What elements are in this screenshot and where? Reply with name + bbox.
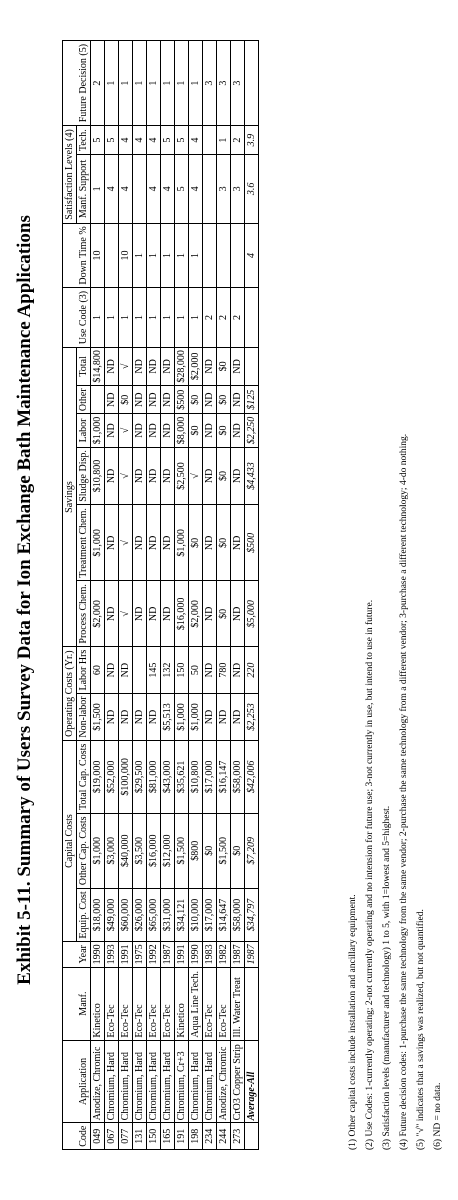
- table-cell: Kinetico: [91, 967, 105, 1040]
- table-cell: $3,000: [105, 813, 119, 888]
- table-cell: $0: [217, 347, 231, 385]
- table-cell: $1,000: [189, 693, 203, 740]
- table-cell: ND: [231, 386, 245, 414]
- table-cell: 150: [147, 1123, 161, 1150]
- table-cell: ND: [133, 386, 147, 414]
- table-cell: ND: [105, 693, 119, 740]
- table-cell: 3: [203, 41, 217, 126]
- table-cell: $0: [189, 386, 203, 414]
- table-cell: ND: [231, 505, 245, 581]
- table-cell: 1991: [175, 942, 189, 968]
- table-cell: 2: [217, 288, 231, 348]
- table-cell: 1: [217, 126, 231, 155]
- table-cell: $16,000: [147, 813, 161, 888]
- table-cell: ND: [147, 414, 161, 447]
- table-row: [105, 41, 119, 1150]
- table-cell: $0: [189, 505, 203, 581]
- table-cell: ND: [203, 505, 217, 581]
- page-title: Exhibit 5-11. Summary of Users Survey Data for Ion Exchange Bath Maintenance Applications: [14, 215, 35, 985]
- table-cell: ND: [203, 386, 217, 414]
- table-cell: 10: [91, 223, 105, 288]
- table-cell: 1: [147, 223, 161, 288]
- table-cell: $0: [231, 813, 245, 888]
- table-cell: ND: [161, 505, 175, 581]
- table-cell: 3: [231, 155, 245, 223]
- table-cell: ND: [161, 447, 175, 505]
- table-cell: 077: [119, 1123, 133, 1150]
- table-cell: $800: [189, 813, 203, 888]
- table-cell: $500: [175, 386, 189, 414]
- header-tech: Tech.: [77, 126, 91, 155]
- table-cell: ND: [105, 386, 119, 414]
- table-cell: $0: [217, 386, 231, 414]
- table-cell: 1: [175, 288, 189, 348]
- table-cell: ND: [147, 505, 161, 581]
- footnote: (3) Satisfaction levels (manufacturer and technology) 1 to 5, with 1=lowest and 5=highest.: [382, 805, 392, 1150]
- table-cell: 780: [217, 647, 231, 694]
- table-cell: $0: [217, 581, 231, 647]
- group-savings: Savings: [63, 347, 77, 646]
- table-row: [175, 41, 189, 1150]
- average-cell: $7,209: [245, 813, 259, 888]
- table-cell: 1: [147, 288, 161, 348]
- header-treatment-chem: Treatment Chem.: [77, 505, 91, 581]
- table-cell: CrO3 Copper Strip: [231, 1040, 245, 1123]
- table-cell: ND: [161, 581, 175, 647]
- average-cell: 3.6: [245, 155, 259, 223]
- table-row: [133, 41, 147, 1150]
- table-cell: Eco-Tec: [161, 967, 175, 1040]
- table-cell: $58,000: [231, 888, 245, 941]
- table-cell: Anodize, Chromic: [217, 1040, 231, 1123]
- table-cell: $1,000: [91, 414, 105, 447]
- table-cell: ND: [105, 505, 119, 581]
- table-cell: 50: [189, 647, 203, 694]
- table-cell: 1: [161, 223, 175, 288]
- header-total: Total: [77, 347, 91, 385]
- table-cell: 1: [119, 288, 133, 348]
- table-cell: [91, 386, 105, 414]
- table-body: [91, 41, 259, 1150]
- table-cell: ND: [147, 447, 161, 505]
- header-other-cap: Other Cap. Costs: [77, 813, 91, 888]
- table-cell: Eco-Tec: [105, 967, 119, 1040]
- table-cell: 150: [175, 647, 189, 694]
- table-row: [119, 41, 133, 1150]
- table-cell: ND: [231, 414, 245, 447]
- table-cell: ND: [147, 347, 161, 385]
- table-cell: 1990: [189, 942, 203, 968]
- table-cell: ND: [203, 347, 217, 385]
- footnote: (6) ND = no data.: [433, 1082, 443, 1150]
- table-cell: 1990: [91, 942, 105, 968]
- table-cell: $43,000: [161, 741, 175, 814]
- survey-table: [62, 40, 259, 1150]
- table-cell: 1: [189, 223, 203, 288]
- average-row: [245, 41, 259, 1150]
- table-row: [217, 41, 231, 1150]
- header-equip-cost: Equip. Cost: [77, 888, 91, 941]
- table-cell: 1: [175, 41, 189, 126]
- average-cell: $125: [245, 386, 259, 414]
- table-cell: √: [119, 447, 133, 505]
- average-cell: $2,253: [245, 693, 259, 740]
- table-cell: 3: [231, 41, 245, 126]
- table-cell: 1: [91, 288, 105, 348]
- header-manf-support: Manf. Support: [77, 155, 91, 223]
- table-cell: 1: [91, 155, 105, 223]
- table-cell: √: [119, 347, 133, 385]
- table-cell: 1: [133, 223, 147, 288]
- table-cell: 1: [189, 41, 203, 126]
- table-cell: 1993: [105, 942, 119, 968]
- table-cell: $14,800: [91, 347, 105, 385]
- average-cell: 3.9: [245, 126, 259, 155]
- table-cell: [203, 223, 217, 288]
- table-cell: $19,000: [91, 741, 105, 814]
- header-labor: Labor: [77, 414, 91, 447]
- table-cell: $0: [217, 414, 231, 447]
- table-cell: 165: [161, 1123, 175, 1150]
- table-cell: √: [119, 414, 133, 447]
- header-other: Other: [77, 386, 91, 414]
- table-cell: 191: [175, 1123, 189, 1150]
- header-manf: Manf.: [63, 967, 91, 1040]
- average-cell: $4,433: [245, 447, 259, 505]
- table-cell: ND: [203, 647, 217, 694]
- table-cell: $34,121: [175, 888, 189, 941]
- average-cell: [245, 347, 259, 385]
- table-cell: 1: [105, 41, 119, 126]
- header-future-decision: Future Decision (5): [63, 41, 91, 126]
- table-cell: 1: [147, 41, 161, 126]
- table-cell: ND: [119, 647, 133, 694]
- table-cell: 4: [105, 155, 119, 223]
- table-row: [91, 41, 105, 1150]
- table-cell: ND: [217, 693, 231, 740]
- table-cell: $18,000: [91, 888, 105, 941]
- table-cell: 1: [105, 288, 119, 348]
- table-cell: Chromium, Hard: [189, 1040, 203, 1123]
- table-cell: $1,000: [175, 505, 189, 581]
- table-cell: 5: [105, 126, 119, 155]
- table-cell: 5: [161, 126, 175, 155]
- table-cell: $81,000: [147, 741, 161, 814]
- table-cell: 4: [161, 155, 175, 223]
- table-cell: ND: [231, 447, 245, 505]
- table-cell: ND: [203, 693, 217, 740]
- table-cell: 198: [189, 1123, 203, 1150]
- table-cell: 2: [231, 288, 245, 348]
- table-cell: ND: [161, 414, 175, 447]
- group-satisfaction: Satisfaction Levels (4): [63, 126, 77, 223]
- table-cell: $10,800: [91, 447, 105, 505]
- table-cell: 2: [91, 41, 105, 126]
- table-cell: 1987: [161, 942, 175, 968]
- table-cell: $0: [217, 505, 231, 581]
- table-row: [231, 41, 245, 1150]
- table-cell: $14,647: [217, 888, 231, 941]
- table-cell: 5: [175, 126, 189, 155]
- table-cell: 4: [189, 126, 203, 155]
- table-cell: 145: [147, 647, 161, 694]
- table-cell: Eco-Tec: [147, 967, 161, 1040]
- table-cell: 1: [133, 41, 147, 126]
- table-cell: $40,000: [119, 813, 133, 888]
- table-cell: 2: [231, 126, 245, 155]
- table-row: [147, 41, 161, 1150]
- table-cell: 10: [119, 223, 133, 288]
- table-cell: ND: [203, 447, 217, 505]
- table-cell: $1,500: [175, 813, 189, 888]
- table-cell: 1: [189, 288, 203, 348]
- table-cell: $52,000: [105, 741, 119, 814]
- table-cell: 1: [161, 288, 175, 348]
- table-cell: 1987: [231, 942, 245, 968]
- table-cell: $2,000: [189, 347, 203, 385]
- table-cell: 049: [91, 1123, 105, 1150]
- table-cell: Chromium, Hard: [119, 1040, 133, 1123]
- table-cell: 131: [133, 1123, 147, 1150]
- header-year: Year: [63, 942, 91, 968]
- table-cell: ND: [161, 386, 175, 414]
- table-cell: √: [119, 505, 133, 581]
- table-cell: Eco-Tec: [119, 967, 133, 1040]
- table-cell: $1,500: [217, 813, 231, 888]
- table-cell: ND: [147, 581, 161, 647]
- table-cell: 1982: [217, 942, 231, 968]
- table-cell: $2,000: [189, 581, 203, 647]
- table-cell: ND: [105, 447, 119, 505]
- table-cell: ND: [133, 581, 147, 647]
- table-cell: $0: [119, 386, 133, 414]
- table-cell: $0: [189, 414, 203, 447]
- table-cell: 3: [217, 155, 231, 223]
- table-cell: $0: [217, 447, 231, 505]
- table-cell: √: [189, 447, 203, 505]
- group-operating-costs: Operating Costs (Yr.): [63, 647, 77, 741]
- table-cell: [203, 126, 217, 155]
- table-cell: [133, 155, 147, 223]
- table-cell: 4: [147, 155, 161, 223]
- table-cell: ND: [147, 386, 161, 414]
- average-cell: [245, 967, 259, 1040]
- table-cell: 132: [161, 647, 175, 694]
- table-cell: ND: [105, 414, 119, 447]
- header-code: Code: [63, 1123, 91, 1150]
- footnote: (5) "√" indicates that a savings was realized, but not quantified.: [416, 909, 426, 1150]
- table-cell: 4: [119, 155, 133, 223]
- table-cell: $35,621: [175, 741, 189, 814]
- table-cell: Eco-Tec: [217, 967, 231, 1040]
- table-row: [189, 41, 203, 1150]
- table-cell: 1: [133, 288, 147, 348]
- table-cell: 5: [175, 155, 189, 223]
- table-cell: ND: [133, 347, 147, 385]
- table-cell: ND: [133, 505, 147, 581]
- table-cell: 60: [91, 647, 105, 694]
- table-cell: Chromium, Cr+3: [175, 1040, 189, 1123]
- average-cell: $2,250: [245, 414, 259, 447]
- table-cell: Chromium, Hard: [161, 1040, 175, 1123]
- header-process-chem: Process Chem.: [77, 581, 91, 647]
- header-use-code: Use Code (3): [63, 288, 91, 348]
- table-cell: 4: [189, 155, 203, 223]
- table-cell: Chromium, Hard: [105, 1040, 119, 1123]
- footnote: (1) Other capital costs include installation and ancillary equipment.: [348, 894, 358, 1150]
- table-cell: $10,000: [189, 888, 203, 941]
- table-row: [161, 41, 175, 1150]
- table-cell: $49,000: [105, 888, 119, 941]
- table-cell: 4: [147, 126, 161, 155]
- average-cell: 220: [245, 647, 259, 694]
- table-row: [203, 41, 217, 1150]
- table-cell: $16,147: [217, 741, 231, 814]
- table-cell: 234: [203, 1123, 217, 1150]
- header-nonlabor: Non-labor: [77, 693, 91, 740]
- header-labor-hrs: Labor Hrs: [77, 647, 91, 694]
- footnote: (4) Future decision codes: 1-purchase the same technology from the same vendor; 2-purchase the same technology from a different vendor; 3-purchase a different technology; 4-do nothing.: [399, 433, 409, 1150]
- table-cell: [217, 223, 231, 288]
- average-cell: $5,000: [245, 581, 259, 647]
- table-cell: 1: [161, 41, 175, 126]
- average-cell: 4: [245, 223, 259, 288]
- table-cell: $8,000: [175, 414, 189, 447]
- table-cell: [133, 647, 147, 694]
- average-cell: [245, 1123, 259, 1150]
- header-application: Application: [63, 1040, 91, 1123]
- table-cell: $2,000: [91, 581, 105, 647]
- table-cell: [203, 155, 217, 223]
- table-cell: $1,000: [91, 813, 105, 888]
- average-cell: $34,797: [245, 888, 259, 941]
- footnote: (2) Use Codes: 1-currently operating; 2-not currently operating and no intension for future use; 3-not currently in use, but intend to use in future.: [365, 599, 375, 1150]
- table-cell: 1975: [133, 942, 147, 968]
- table-cell: $1,000: [175, 693, 189, 740]
- table-cell: Chromium, Hard: [147, 1040, 161, 1123]
- footnotes: [345, 434, 447, 1150]
- table-cell: 1983: [203, 942, 217, 968]
- table-cell: ND: [133, 693, 147, 740]
- table-cell: ND: [161, 347, 175, 385]
- table-cell: $1,000: [91, 505, 105, 581]
- table-cell: $31,000: [161, 888, 175, 941]
- table-cell: 5: [91, 126, 105, 155]
- table-cell: Eco-Tec: [203, 967, 217, 1040]
- table-cell: 1: [175, 223, 189, 288]
- table-cell: $28,000: [175, 347, 189, 385]
- table-cell: 4: [119, 126, 133, 155]
- table-cell: $65,000: [147, 888, 161, 941]
- table-cell: $100,000: [119, 741, 133, 814]
- table-cell: $29,500: [133, 741, 147, 814]
- table-cell: ND: [203, 414, 217, 447]
- table-cell: ND: [133, 447, 147, 505]
- table-cell: √: [119, 581, 133, 647]
- average-cell: [245, 41, 259, 126]
- table-cell: ND: [231, 647, 245, 694]
- table-cell: 2: [203, 288, 217, 348]
- table-cell: $0: [203, 813, 217, 888]
- table-cell: Anodize, Chromic: [91, 1040, 105, 1123]
- table-cell: 1991: [119, 942, 133, 968]
- table-cell: 067: [105, 1123, 119, 1150]
- table-cell: 1992: [147, 942, 161, 968]
- table-cell: ND: [231, 693, 245, 740]
- table-cell: $1,500: [91, 693, 105, 740]
- table-cell: Aqua Line Tech.: [189, 967, 203, 1040]
- table-cell: $3,500: [133, 813, 147, 888]
- header-sludge-disp: Sludge Disp.: [77, 447, 91, 505]
- table-cell: $12,000: [161, 813, 175, 888]
- table-cell: Eco-Tec: [133, 967, 147, 1040]
- average-cell: $42,006: [245, 741, 259, 814]
- table-cell: Ill. Water Treat: [231, 967, 245, 1040]
- table-cell: ND: [147, 693, 161, 740]
- table-cell: ND: [203, 581, 217, 647]
- table-cell: $16,000: [175, 581, 189, 647]
- table-cell: Chromium, Hard: [203, 1040, 217, 1123]
- table-cell: Chromium, Hard: [133, 1040, 147, 1123]
- table-cell: $17,000: [203, 888, 217, 941]
- table-cell: $10,800: [189, 741, 203, 814]
- table-cell: Kinetico: [175, 967, 189, 1040]
- average-cell: $500: [245, 505, 259, 581]
- table-cell: ND: [231, 581, 245, 647]
- table-cell: $17,000: [203, 741, 217, 814]
- table-cell: $60,000: [119, 888, 133, 941]
- table-cell: [105, 223, 119, 288]
- table-cell: ND: [119, 693, 133, 740]
- header-total-cap: Total Cap. Costs: [77, 741, 91, 814]
- table-cell: $2,500: [175, 447, 189, 505]
- average-cell: 1987: [245, 942, 259, 968]
- average-cell: [245, 288, 259, 348]
- table-cell: 3: [217, 41, 231, 126]
- table-cell: 4: [133, 126, 147, 155]
- table-cell: ND: [105, 581, 119, 647]
- table-cell: [231, 223, 245, 288]
- table-cell: ND: [133, 414, 147, 447]
- table-cell: 244: [217, 1123, 231, 1150]
- table-cell: $5,513: [161, 693, 175, 740]
- table-cell: ND: [105, 647, 119, 694]
- table-cell: $26,000: [133, 888, 147, 941]
- table-cell: ND: [231, 347, 245, 385]
- table-cell: 1: [119, 41, 133, 126]
- table-cell: $58,000: [231, 741, 245, 814]
- header-down-time: Down Time %: [63, 223, 91, 288]
- table-cell: ND: [105, 347, 119, 385]
- average-cell: Average-All: [245, 1040, 259, 1123]
- table-cell: 273: [231, 1123, 245, 1150]
- group-capital-costs: Capital Costs: [63, 741, 77, 942]
